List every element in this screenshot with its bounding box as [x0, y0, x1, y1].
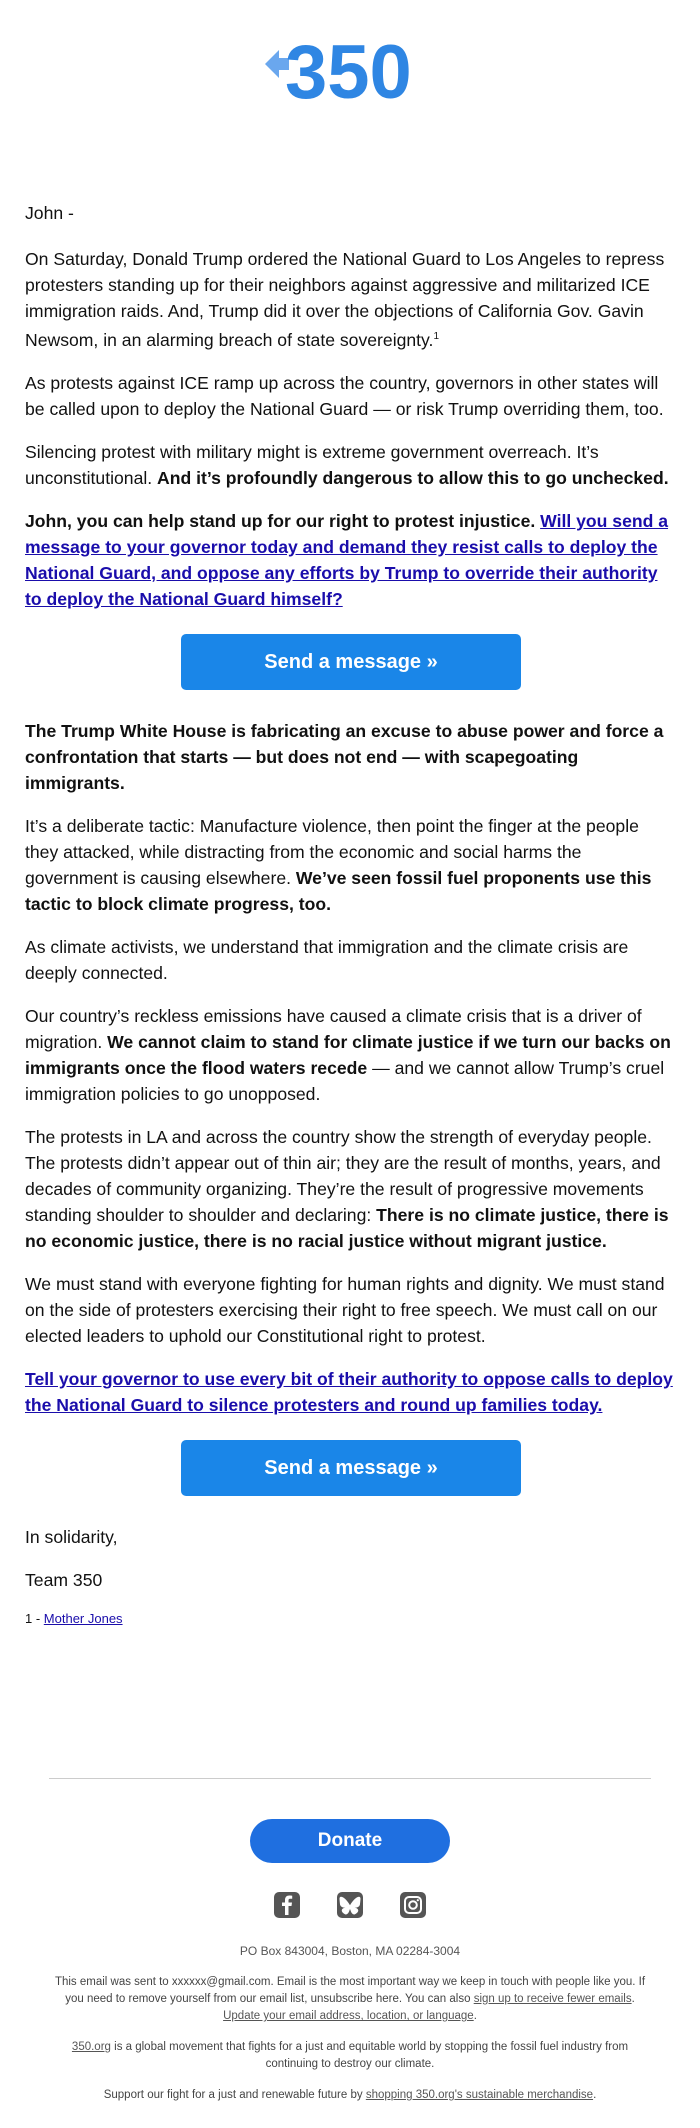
paragraph-8-text-1: Our country’s reckless emissions have caused a climate crisis that is a driver of migration. [25, 1005, 642, 1052]
sent-to-separator: . [631, 1993, 635, 2005]
paragraph-4-bold: John, you can help stand up for our right to protest injustice. [25, 510, 541, 531]
svg-text:350: 350 [285, 30, 412, 108]
paragraph-4 [25, 508, 677, 612]
footnote-mark: 1 [433, 331, 439, 342]
greeting: John - [25, 203, 74, 223]
donate-button[interactable]: Donate [250, 1819, 450, 1863]
support-end: . [593, 2089, 597, 2101]
social-links [0, 1891, 700, 1923]
paragraph-9-bold: There is no climate justice, there is no economic justice, there is no racial justice without migrant justice. [25, 1204, 669, 1251]
footnote [25, 1610, 677, 1628]
signature: Team 350 [25, 1569, 103, 1590]
350-org-link[interactable]: 350.org [71, 2041, 111, 2053]
paragraph-3-bold: And it’s profoundly dangerous to allow this to go unchecked. [157, 467, 669, 488]
send-message-button-2[interactable]: Send a message » [181, 1440, 521, 1496]
logo[interactable] [0, 28, 700, 113]
paragraph-8-bold: We cannot claim to stand for climate justice if we turn our backs on immigrants once the flood waters recede [25, 1031, 671, 1078]
paragraph-7: As climate activists, we understand that immigration and the climate crisis are deeply connected. [25, 936, 629, 983]
unsubscribe-notice [50, 1974, 650, 2025]
shop-link[interactable]: shopping 350.org's sustainable merchandise [365, 2089, 594, 2101]
paragraph-6 [25, 813, 677, 917]
paragraph-2: As protests against ICE ramp up across the country, governors in other states will be called upon to deploy the National Guard — or risk Trump overriding them, too. [25, 372, 664, 419]
support-text: Support our fight for a just and renewable future by [103, 2089, 366, 2101]
merch-support [50, 2087, 650, 2104]
org-text: is a global movement that fights for a just and equitable world by stopping the fossil fuel industry from continuing to destroy our climate. [110, 2041, 629, 2070]
footer [0, 1778, 700, 2104]
paragraph-3 [25, 439, 677, 491]
paragraph-10: We must stand with everyone fighting for human rights and dignity. We must stand on the side of protesters exercising their right to free speech. We must call on our elected leaders to uphold our Constitutional right to protest. [25, 1273, 665, 1346]
paragraph-9 [25, 1124, 677, 1254]
signoff: In solidarity, [25, 1526, 118, 1547]
paragraph-6-text: It’s a deliberate tactic: Manufacture violence, then point the finger at the people they attacked, while distracting from the economic and social harms the government is causing elsewhere. [25, 815, 639, 888]
update-email-link[interactable]: Update your email address, location, or language [223, 2010, 474, 2022]
send-message-link[interactable]: Will you send a message to your governor today and demand they resist calls to deploy the National Guard, and oppose any efforts by Trump to override their authority to deploy the National Guard himself? [25, 510, 669, 609]
postal-address: PO Box 843004, Boston, MA 02284-3004 [239, 1944, 461, 1958]
fewer-emails-link[interactable]: sign up to receive fewer emails [473, 1993, 632, 2005]
org-description [50, 2039, 650, 2073]
paragraph-6-bold: We’ve seen fossil fuel proponents use this tactic to block climate progress, too. [25, 867, 652, 914]
sent-to-end: . [473, 2010, 477, 2022]
bluesky-icon[interactable] [336, 1891, 364, 1919]
paragraph-5-bold: The Trump White House is fabricating an excuse to abuse power and force a confrontation that starts — but does not end — with scapegoating immigrants. [25, 720, 664, 793]
sent-to-text: This email was sent to xxxxxx@gmail.com. Email is the most important way we keep in touch with people like you. If you need to remove yourself from our email list, unsubscribe here. You can also [54, 1976, 646, 2005]
footnote-prefix: 1 - [25, 1610, 44, 1626]
facebook-icon[interactable] [273, 1891, 301, 1919]
mother-jones-link[interactable]: Mother Jones [43, 1610, 123, 1626]
paragraph-8 [25, 1003, 677, 1107]
350-logo-icon [265, 28, 435, 108]
paragraph-1-text: On Saturday, Donald Trump ordered the National Guard to Los Angeles to repress protesters standing up for their neighbors against aggressive and militarized ICE immigration raids. And, Trump did it over the objections of California Gov. Gavin Newsom, in an alarming breach of state sovereignty. [25, 249, 665, 350]
paragraph-8-text-2: — and we cannot allow Trump’s cruel immigration policies to go unopposed. [25, 1057, 665, 1104]
paragraph-11 [25, 1366, 677, 1418]
tell-governor-link[interactable]: Tell your governor to use every bit of their authority to oppose calls to deploy the National Guard to silence protesters and round up families today. [25, 1368, 673, 1415]
send-message-button[interactable]: Send a message » [181, 634, 521, 690]
paragraph-1 [25, 246, 677, 353]
paragraph-3-text: Silencing protest with military might is extreme government overreach. It’s unconstitutional. [25, 441, 599, 488]
footer-divider [49, 1778, 651, 1779]
instagram-icon[interactable] [399, 1891, 427, 1919]
paragraph-5 [25, 718, 677, 796]
paragraph-9-text: The protests in LA and across the country show the strength of everyday people. The protests didn’t appear out of thin air; they are the result of months, years, and decades of community organizing. They’re the result of progressive movements standing shoulder to shoulder and declaring: [25, 1126, 661, 1225]
